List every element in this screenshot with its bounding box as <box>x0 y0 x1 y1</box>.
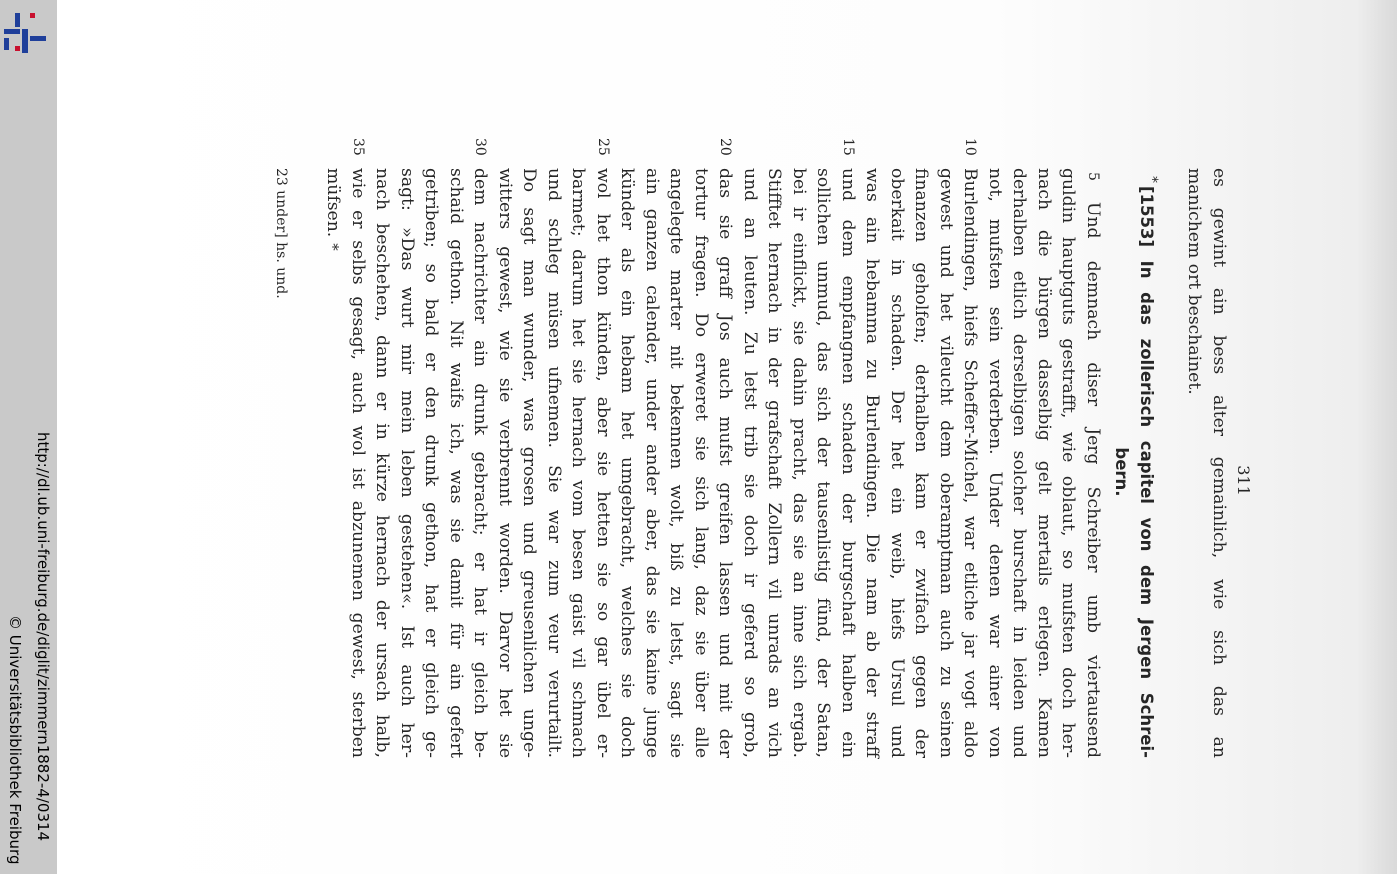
line-number: 15 <box>840 138 856 156</box>
line-number: 35 <box>350 138 366 156</box>
sidebar-text <box>4 0 54 874</box>
line-text: ain ganzen calender, under ander aber, das sie kaine junge <box>642 168 662 758</box>
body-line <box>983 168 1008 758</box>
document-url[interactable]: http://dl.ub.uni-freiburg.de/diglit/zimmern1882-4/0314 <box>34 432 52 842</box>
line-text: finanzen geholfen; derhalben kam er zwifach gegen der <box>911 168 932 758</box>
line-text: wie er selbs gesagt, auch wol ist abzunemen gewest, sterben <box>348 168 368 758</box>
body-line <box>346 138 371 758</box>
line-text: nach beschehen, dann er in kürze hernach der ursach halb, <box>372 168 393 758</box>
body-line <box>860 168 885 758</box>
line-text: dem nachrichter ain drunk gebracht; er hat ir gleich be- <box>470 168 491 758</box>
body-paragraph <box>321 138 1105 758</box>
body-line <box>444 168 469 758</box>
footnote: 23 under] hs. und. <box>273 168 289 299</box>
line-text: wol het thon künden, aber sie hetten sie so gar übel er- <box>593 168 613 758</box>
line-text: und dem empfangnen schaden der burgschaft halben ein <box>838 168 858 758</box>
line-text: guldin hauptguts gestrafft, wie oblaut, so mufsten doch her- <box>1058 168 1079 758</box>
scanned-page <box>57 0 1397 874</box>
body-line <box>738 168 763 758</box>
chapter-heading <box>1109 168 1158 758</box>
body-line <box>1007 168 1032 758</box>
line-text: Und demnach diser Jerg Schreiber umb viertausend <box>1083 202 1103 758</box>
body-line <box>517 168 542 758</box>
intro-paragraph <box>1182 168 1231 758</box>
body-line <box>1032 168 1057 758</box>
line-text: nach die bürgen dasselbig gelt mertails erlegen. Kamen <box>1034 168 1054 758</box>
line-number: 30 <box>472 138 489 156</box>
line-number: 25 <box>595 138 611 156</box>
body-line <box>836 138 861 758</box>
body-line <box>664 168 689 758</box>
viewer-sidebar <box>0 0 57 874</box>
copyright-notice: © Universitätsbibliothek Freiburg <box>6 615 24 865</box>
heading-text: [1553] In das zollerisch capitel von dem Jergen Schrei- <box>1137 186 1156 758</box>
body-line <box>885 168 910 758</box>
line-text: sagt: »Das wurt mir mein leben gestehen«. Ist auch her- <box>397 168 417 758</box>
line-text: schaid gethon. Nit waifs ich, was sie damit für ain gefert <box>446 168 466 758</box>
heading-star: * <box>1144 176 1160 183</box>
body-line <box>713 138 738 758</box>
body-line <box>395 168 420 758</box>
line-text: müfsen. <box>323 168 344 238</box>
body-line <box>493 168 518 758</box>
body-line <box>909 168 934 758</box>
end-star: * <box>324 243 343 251</box>
line-number: 20 <box>717 138 734 156</box>
line-text: künder als ein hebam het umgebracht, welches sie doch <box>617 168 638 758</box>
line-text: was ain hebamma zu Burlendingen. Die nam ab der straff <box>862 168 883 758</box>
body-line <box>689 168 714 758</box>
line-text: Burlendingen, hiefs Scheffer-Michel, war etliche jar vogt aldo <box>960 168 981 758</box>
body-line <box>762 168 787 758</box>
line-text: und schleg müsen ufnemen. Sie war zum veur verurtailt. <box>544 168 564 758</box>
body-line <box>542 168 567 758</box>
text-line: manichem ort beschainet. <box>1184 168 1205 395</box>
line-text: tortur fragen. Do erweret sie sich lang, daz sie über alle <box>691 168 711 758</box>
line-text: gewest und het vileucht dem oberamptman auch zu seinen <box>936 168 956 758</box>
page-text-block <box>269 138 1256 758</box>
line-text: angelegte marter nit bekennen wolt, biß zu letst, sagt sie <box>666 168 687 758</box>
line-text: Stifftet hernach in der grafschaft Zollern vil unrads an vich <box>764 168 785 758</box>
body-line <box>787 168 812 758</box>
line-text: getriben; so bald er den drunk gethon, hat er gleich ge- <box>421 168 442 758</box>
body-line <box>419 168 444 758</box>
body-line <box>615 168 640 758</box>
line-text: barmet; darum het sie hernach vom besen gaist vil schmach <box>568 168 589 758</box>
body-line <box>468 138 493 758</box>
body-line <box>321 168 346 758</box>
body-line <box>958 138 983 758</box>
body-line <box>1056 168 1081 758</box>
body-line <box>811 168 836 758</box>
text-line: es gewint ain bess alter gemainlich, wie sich das an <box>1209 168 1229 758</box>
body-line <box>566 168 591 758</box>
line-text: oberkait in schaden. Der het ein weib, hiefs Ursul und <box>887 168 907 758</box>
body-line <box>934 168 959 758</box>
line-text: derhalben etlich derselbigen solcher burschaft in leiden und <box>1009 168 1030 758</box>
line-text: und an leuten. Zu letst trib sie doch ir geferd so grob, <box>740 168 760 758</box>
line-text: witters gewest, wie sie verbrennt worden. Darvor het sie <box>495 168 515 758</box>
line-text: bei ir einflickt, sie dahin pracht, das sie an inne sich ergab. <box>789 168 809 758</box>
heading-line: bern. <box>1112 447 1132 497</box>
body-line <box>370 168 395 758</box>
heading-line <box>1134 168 1159 758</box>
line-text: Do sagt man wunder, was grosen und greusenlichen unge- <box>519 168 540 758</box>
line-text: das sie graff Jos auch mufst greifen lassen und mit der <box>715 168 736 758</box>
page-number: 311 <box>1234 465 1253 496</box>
body-line <box>591 138 616 758</box>
line-number: 10 <box>962 138 979 156</box>
line-text: not, mufsten sein verderben. Under denen war ainer von <box>985 168 1005 758</box>
line-number: 5 <box>1085 172 1101 181</box>
body-line <box>640 168 665 758</box>
line-text: sollichen unmud, das sich der tausenlistig fünd, der Satan, <box>813 168 834 758</box>
body-line <box>1081 168 1106 758</box>
